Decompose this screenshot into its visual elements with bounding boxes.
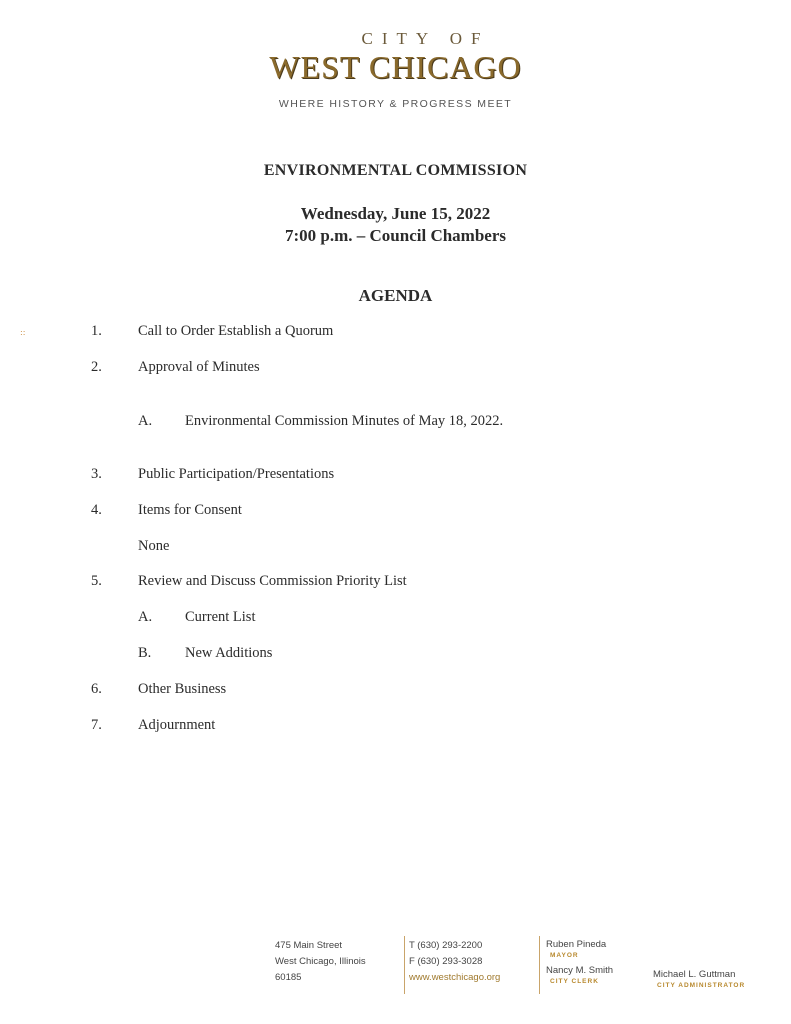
meeting-time-location: 7:00 p.m. – Council Chambers xyxy=(284,226,506,245)
agenda-item-number: 7. xyxy=(91,717,102,733)
agenda-subitem-letter: A. xyxy=(138,609,153,625)
agenda-item-number: 6. xyxy=(91,681,102,697)
agenda-subitem-text: Current List xyxy=(185,609,256,625)
agenda-item-number: 3. xyxy=(91,466,102,482)
city-logo xyxy=(0,30,791,110)
address-line: 475 Main Street xyxy=(275,940,343,951)
agenda-item-note: None xyxy=(138,538,170,554)
letterhead-footer xyxy=(0,938,791,998)
footer-administrator xyxy=(653,968,745,990)
address-line: West Chicago, Illinois xyxy=(275,956,366,967)
agenda-item-number: 2. xyxy=(91,359,102,375)
margin-mark-icon: :: xyxy=(20,328,26,337)
agenda-heading: AGENDA xyxy=(358,286,433,305)
administrator-name: Michael L. Guttman xyxy=(653,969,736,980)
logo-name: WEST CHICAGO xyxy=(269,49,522,85)
agenda-item-text: Adjournment xyxy=(138,717,216,733)
website-link[interactable]: www.westchicago.org xyxy=(409,972,501,983)
commission-title: ENVIRONMENTAL COMMISSION xyxy=(263,162,528,179)
clerk-role: CITY CLERK xyxy=(550,978,599,985)
agenda-item-text: Other Business xyxy=(138,681,227,697)
agenda-item-number: 5. xyxy=(91,573,102,589)
meeting-date: Wednesday, June 15, 2022 xyxy=(300,204,491,223)
agenda-item-number: 1. xyxy=(91,323,102,339)
logo-city-of: CITY OF xyxy=(361,29,490,48)
mayor-name: Ruben Pineda xyxy=(546,939,607,950)
agenda-item-text: Call to Order Establish a Quorum xyxy=(138,323,334,339)
agenda-subitem-text: Environmental Commission Minutes of May 18, 2022. xyxy=(185,413,504,429)
agenda-item-text: Review and Discuss Commission Priority List xyxy=(138,573,407,589)
address-line: 60185 xyxy=(275,972,302,983)
footer-contact xyxy=(404,936,500,994)
phone-number: T (630) 293-2200 xyxy=(409,940,483,951)
agenda-item-text: Public Participation/Presentations xyxy=(138,466,335,482)
agenda-item-text: Items for Consent xyxy=(138,502,242,518)
agenda-subitem-letter: B. xyxy=(138,645,152,661)
agenda-item-text: Approval of Minutes xyxy=(138,359,260,375)
administrator-role: CITY ADMINISTRATOR xyxy=(657,982,746,989)
clerk-name: Nancy M. Smith xyxy=(546,965,614,976)
logo-tagline: WHERE HISTORY & PROGRESS MEET xyxy=(278,98,513,110)
agenda-item-number: 4. xyxy=(91,502,102,518)
fax-number: F (630) 293-3028 xyxy=(409,956,483,967)
footer-officials xyxy=(539,936,613,994)
agenda-subitem-text: New Additions xyxy=(185,645,273,661)
mayor-role: MAYOR xyxy=(550,952,579,959)
agenda-subitem-letter: A. xyxy=(138,413,153,429)
footer-address xyxy=(275,938,366,986)
